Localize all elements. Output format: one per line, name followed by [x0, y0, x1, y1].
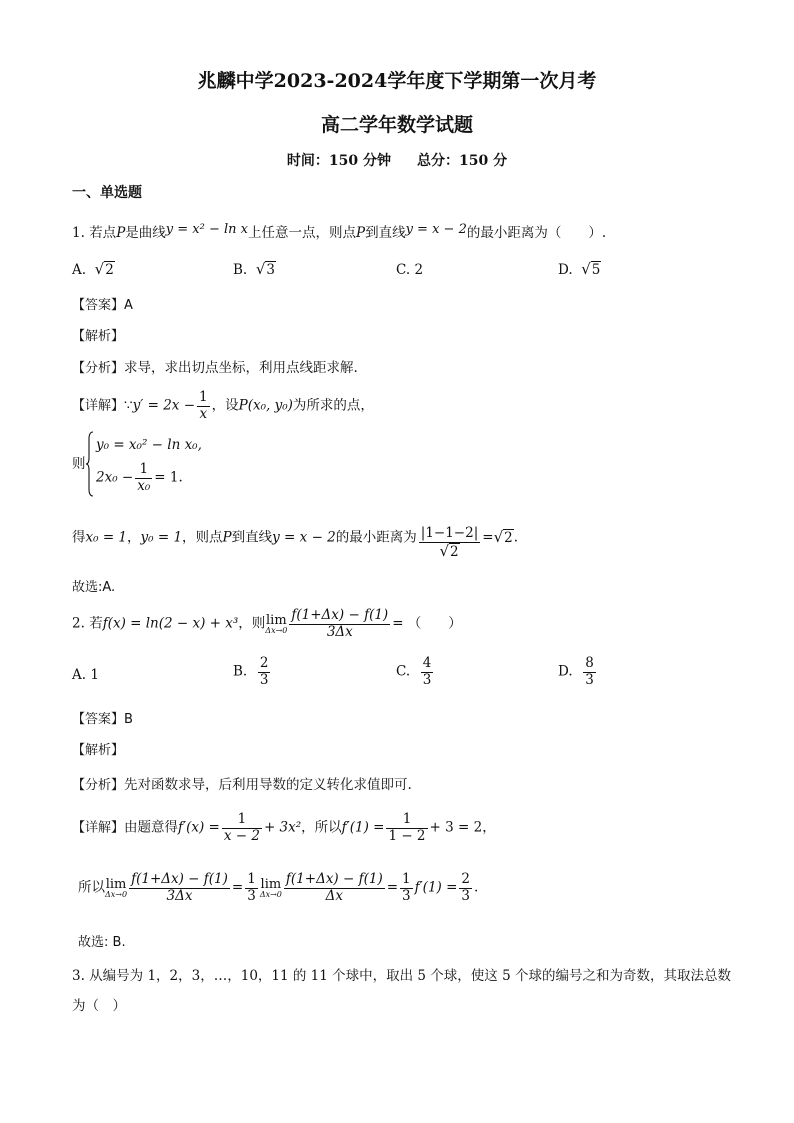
q1-choose: 故选:A.: [72, 580, 116, 595]
q2-derivation: 所以 lim Δx→0 $\frac{f(1+\Delta x) - f(1)}{3\Delta x}$ = $\frac{1}{3}$ lim Δx→0 $\frac{f(1+\Delta x) - f(1)}{\Delta x}$ = $\frac{1}{3}$ f′(1) = $\frac{2}{3}$ .: [78, 871, 479, 904]
q2-answer: 【答案】B: [72, 712, 133, 727]
q1-option-b: B. √3: [233, 260, 275, 278]
q1-result: 得x₀ = 1，y₀ = 1，则点P到直线y = x − 2的最小距离为 $\frac{|1-1-2|}{√2}$ =√2.: [72, 525, 519, 560]
q3-stem-line2: 为（ ）: [72, 998, 126, 1014]
q2-option-d: D. $\frac{8}{3}$: [558, 655, 594, 688]
q1-option-a: A. √2: [72, 260, 114, 278]
sqrt-symbol: √2: [493, 527, 513, 546]
q1-option-d: D. √5: [558, 260, 601, 278]
exam-subtitle: 高二学年数学试题: [320, 114, 473, 136]
sqrt-symbol: √5: [581, 260, 601, 278]
q1-analysis-label: 【解析】: [72, 329, 125, 344]
exam-title: 兆麟中学2023-2024学年度下学期第一次月考: [197, 70, 597, 92]
q2-analysis: 【分析】先对函数求导，后利用导数的定义转化求值即可.: [72, 777, 412, 793]
sqrt-symbol: √3: [255, 260, 275, 278]
q1-option-c: C. 2: [396, 262, 424, 278]
q2-stem: 2. 若f(x) = ln(2 − x) + x³，则 lim Δx→0 $\frac{f(1+\Delta x) - f(1)}{3\Delta x}$ = （ ）: [72, 607, 462, 640]
q1-detail: 【详解】∵y′ = 2x − $\frac{1}{x}$ ，设P(x₀, y₀)为所求的点，: [72, 389, 374, 422]
q1-analysis: 【分析】求导，求出切点坐标，利用点线距求解.: [72, 360, 358, 376]
brace-icon: [86, 431, 94, 497]
score-label: 总分：150 分: [417, 153, 508, 169]
q2-choose: 故选: B.: [78, 935, 126, 950]
q1-stem: 1. 若点P是曲线y = x² − ln x上任意一点，则点P到直线y = x − 2的最小距离为（ ）.: [72, 222, 607, 241]
q2-option-b: B. $\frac{2}{3}$: [233, 655, 269, 688]
exam-meta: [0, 150, 794, 170]
q1-system-eq1: y₀ = x₀² − ln x₀,: [96, 437, 202, 453]
q2-detail: 【详解】由题意得f′(x) = $\frac{1}{x - 2}$ + 3x²，所以f′(1) = $\frac{1}{1 - 2}$ + 3 = 2，: [72, 811, 496, 844]
q1-then: 则: [72, 456, 86, 472]
q1-answer: 【答案】A: [72, 298, 133, 313]
sqrt-symbol: √2: [94, 260, 114, 278]
q2-option-c: C. $\frac{4}{3}$: [396, 655, 432, 688]
q1-system-eq2: 2x₀ − $\frac{1}{\text{x₀}}$ = 1.: [96, 461, 183, 494]
section-heading: 一、单选题: [72, 185, 142, 201]
time-label: 时间：150 分钟: [286, 153, 391, 169]
q3-stem-line1: 3. 从编号为 1，2，3，…，10，11 的 11 个球中，取出 5 个球，使这 5 个球的编号之和为奇数，其取法总数: [72, 968, 731, 984]
q2-analysis-label: 【解析】: [72, 743, 125, 758]
q2-option-a: A. 1: [72, 667, 99, 683]
